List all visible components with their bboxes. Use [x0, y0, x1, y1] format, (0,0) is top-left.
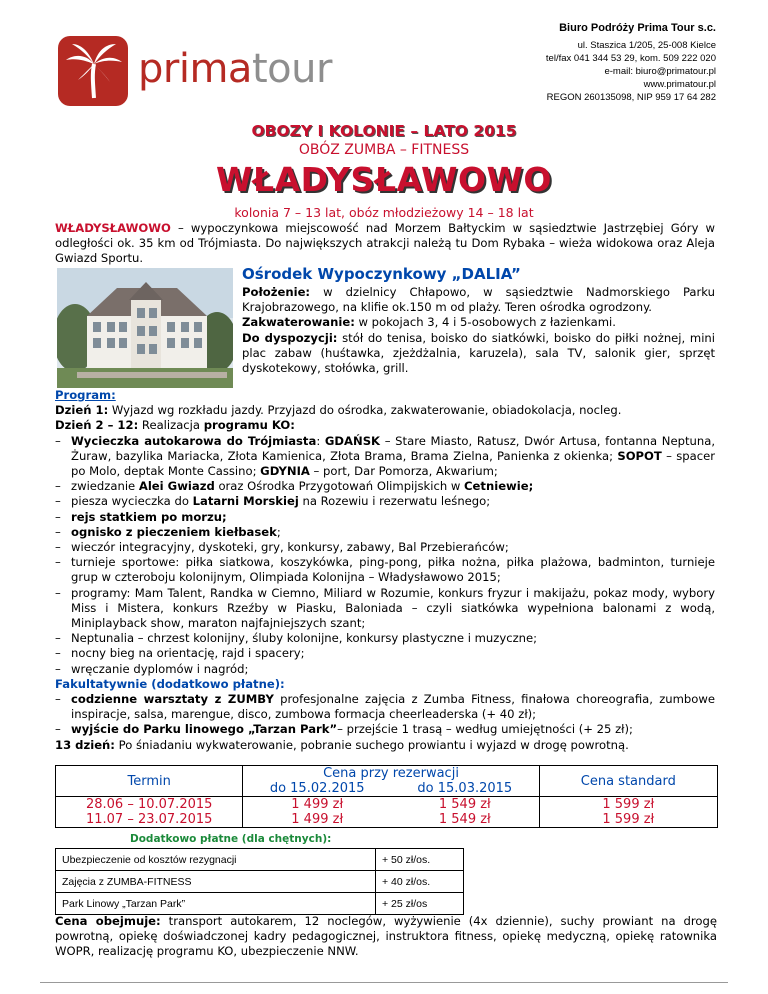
- offer-subtitle: OBÓZ ZUMBA – FITNESS: [298, 142, 470, 158]
- program-day-2-12: [55, 418, 715, 433]
- item-text: wręczanie dyplomów i nagród;: [71, 661, 249, 676]
- item-bold: wyjście do Parku linowego „Tarzan Park”: [71, 722, 338, 737]
- reservation-date-1: do 15.02.2015: [243, 781, 391, 797]
- list-item: – Wycieczka autokarowa do Trójmiasta: GDAŃSK – Stare Miasto, Ratusz, Dwór Artusa, fontanna Neptuna, Żuraw, bazylika Mariacka, Złota Kamienica, Złota Brama, Brama Zielna, Panienka z okienka; SOPOT – spacer po Molo, deptak Monte Cassino; GDYNIA – port, Dar Pomorza, Akwarium;: [55, 434, 715, 480]
- reservation-price-header: Cena przy rezerwacji: [243, 766, 539, 782]
- item-bold: Cetniewie;: [464, 479, 534, 494]
- list-item: [55, 494, 715, 509]
- destination-text: – wypoczynkowa miejscowość nad Morzem Bałtyckim w sąsiedztwie Jastrzębiej Góry w odległości ok. 35 km od Trójmiasta. Do największych atrakcji należą tu Dom Rybaka – wieża widokowa oraz Aleja Gwiazd Sportu.: [55, 221, 715, 266]
- list-item: [55, 479, 715, 494]
- hotel-location-label: Położenie:: [242, 285, 311, 299]
- optional-label: Fakultatywnie (dodatkowo płatne):: [55, 676, 285, 691]
- day-13-label: 13 dzień:: [55, 737, 115, 752]
- item-bold: Latarni Morskiej: [192, 494, 299, 509]
- trip-label: Wycieczka autokarowa do Trójmiasta: [71, 433, 317, 448]
- item-text: zwiedzanie: [71, 479, 139, 494]
- list-item: [55, 692, 715, 722]
- hotel-facilities: [242, 331, 715, 377]
- list-item: [55, 510, 715, 525]
- program-day-13: [55, 738, 715, 753]
- day-13-text: Po śniadaniu wykwaterowanie, pobranie suchego prowiantu i wyjazd w drogę powrotną.: [114, 737, 629, 752]
- company-phone: tel/fax 041 344 53 29, kom. 509 222 020: [545, 53, 716, 64]
- item-bold: ognisko z pieczeniem kiełbasek: [71, 524, 277, 539]
- offer-title: OBOZY I KOLONIE – LATO 2015: [251, 122, 517, 140]
- price-cell: 1 599 zł: [539, 812, 717, 828]
- company-address: ul. Staszica 1/205, 25-008 Kielce: [577, 40, 716, 51]
- table-row: [56, 797, 718, 813]
- program-label: Program:: [55, 388, 116, 402]
- company-regon: REGON 260135098, NIP 959 17 64 282: [546, 92, 716, 103]
- extra-name: Zajęcia z ZUMBA-FITNESS: [56, 871, 376, 893]
- palm-tree-icon: [58, 36, 128, 106]
- trip-gdynia: GDYNIA: [260, 464, 310, 479]
- price-table: [55, 765, 718, 828]
- company-info: [416, 20, 716, 104]
- extra-price: + 50 zł/os.: [376, 849, 464, 871]
- price-includes: [55, 914, 717, 960]
- table-row: [56, 871, 464, 893]
- price-includes-label: Cena obejmuje:: [55, 914, 161, 928]
- item-text: nocny bieg na orientację, rajd i spacery;: [71, 646, 305, 661]
- item-bold: codzienne warsztaty z ZUMBY: [71, 692, 274, 707]
- table-row: [56, 849, 464, 871]
- program-day-1: [55, 403, 715, 418]
- hotel-title: Ośrodek Wypoczynkowy „DALIA”: [242, 265, 521, 283]
- logo-part-tour: tour: [251, 46, 332, 92]
- trip-sopot-text: – spacer po Molo, deptak Monte Cassino;: [71, 448, 715, 479]
- item-text: ;: [276, 524, 281, 539]
- item-text: profesjonalne zajęcia z Zumba Fitness, finałowa choreografia, zumbowe inspiracje, salsa, marengue, disco, zumbowa formacja cheerleaderska (+ 40 zł);: [71, 692, 715, 722]
- price-cell: 1 499 zł: [243, 812, 391, 828]
- hotel-facilities-text: stół do tenisa, boisko do siatkówki, boisko do piłki nożnej, mini plac zabaw (huśtawka, zjeżdżalnia, karuzela), sala TV, salonik gier, sprzęt dyskotekowy, stołówka, grill.: [242, 330, 715, 376]
- extras-label: Dodatkowo płatne (dla chętnych):: [130, 833, 332, 845]
- reservation-date-2: do 15.03.2015: [391, 781, 539, 797]
- program-section: [55, 388, 715, 753]
- list-item: [55, 662, 715, 677]
- logo-wordmark: [138, 46, 332, 92]
- program-ko-label: programu KO:: [203, 418, 295, 433]
- extra-name: Park Linowy „Tarzan Park”: [56, 893, 376, 915]
- list-item: [55, 722, 715, 737]
- trip-sopot: SOPOT: [617, 448, 662, 463]
- item-text: programy: Mam Talent, Randka w Ciemno, Miliard w Rozumie, konkurs fryzur i makijażu, pokaz mody, wybory Miss i Mistera, konkurs Rzeźby w Piasku, Baloniada – czyli siatkówka wypełniona balonami z wodą, Miniplayback show, maraton najfajniejszych szant;: [71, 585, 715, 631]
- list-item: [55, 525, 715, 540]
- table-row: [56, 812, 718, 828]
- list-item: [55, 631, 715, 646]
- item-text: – przejście 1 trasą – według umiejętności (+ 25 zł);: [337, 722, 633, 737]
- extra-name: Ubezpieczenie od kosztów rezygnacji: [56, 849, 376, 871]
- hotel-accommodation-text: w pokojach 3, 4 i 5-osobowych z łazienkami.: [354, 315, 616, 330]
- table-row: [56, 766, 718, 782]
- list-item: [55, 586, 715, 632]
- list-item: [55, 555, 715, 585]
- item-text: oraz Ośrodka Przygotowań Olimpijskich w: [214, 479, 465, 494]
- price-cell: 1 499 zł: [243, 797, 391, 813]
- primatour-logo: [58, 36, 358, 106]
- day-2-12-label: Dzień 2 – 12:: [55, 418, 139, 433]
- trip-gdansk: GDAŃSK: [324, 433, 381, 448]
- price-cell: 1 599 zł: [539, 797, 717, 813]
- hotel-accommodation-label: Zakwaterowanie:: [242, 315, 355, 330]
- hotel-location: [242, 285, 715, 315]
- company-website: www.primatour.pl: [643, 79, 716, 90]
- day-1-label: Dzień 1:: [55, 403, 109, 418]
- company-name: Biuro Podróży Prima Tour s.c.: [559, 22, 716, 34]
- extras-table: [55, 848, 464, 915]
- item-bold: rejs statkiem po morzu;: [71, 509, 227, 524]
- day-2-12-text: Realizacja: [138, 418, 204, 433]
- item-text: na Rozewiu i rezerwatu leśnego;: [298, 494, 491, 509]
- destination-title: WŁADYSŁAWOWO: [216, 160, 552, 199]
- item-text: piesza wycieczka do: [71, 494, 193, 509]
- list-item: [55, 646, 715, 661]
- logo-part-prima: prima: [138, 46, 252, 92]
- hotel-facilities-label: Do dyspozycji:: [242, 330, 338, 345]
- footer-divider: [40, 982, 728, 983]
- standard-price-header: Cena standard: [539, 766, 717, 797]
- age-groups: kolonia 7 – 13 lat, obóz młodzieżowy 14 – 18 lat: [234, 205, 534, 220]
- term-cell: 11.07 – 23.07.2015: [56, 812, 243, 828]
- list-item: [55, 540, 715, 555]
- hotel-description: [242, 285, 715, 376]
- table-row: [56, 893, 464, 915]
- extra-price: + 40 zł/os.: [376, 871, 464, 893]
- item-text: turnieje sportowe: piłka siatkowa, koszykówka, ping-pong, piłka nożna, piłka plażowa, badminton, turnieje grup w czteroboju kolonijnym, Olimpiada Kolonijna – Władysławowo 2015;: [71, 555, 715, 585]
- price-cell: 1 549 zł: [391, 797, 539, 813]
- hotel-photo: [57, 268, 233, 388]
- hotel-accommodation: [242, 315, 715, 330]
- extra-price: + 25 zł/os: [376, 893, 464, 915]
- term-header: Termin: [56, 766, 243, 797]
- trip-gdansk-text: – Stare Miasto, Ratusz, Dwór Artusa, fontanna Neptuna, Żuraw, bazylika Mariacka, Złota Kamienica, Złota Brama, Brama Zielna, Panienka z okienka;: [71, 433, 715, 463]
- optional-list: [55, 692, 715, 738]
- item-text: Neptunalia – chrzest kolonijny, śluby kolonijne, konkursy plastyczne i muzyczne;: [71, 631, 538, 646]
- price-cell: 1 549 zł: [391, 812, 539, 828]
- term-cell: 28.06 – 10.07.2015: [56, 797, 243, 813]
- trip-gdynia-text: – port, Dar Pomorza, Akwarium;: [309, 464, 498, 479]
- item-bold: Alei Gwiazd: [138, 479, 215, 494]
- item-text: wieczór integracyjny, dyskoteki, gry, konkursy, zabawy, Bal Przebierańców;: [71, 540, 509, 555]
- destination-name: WŁADYSŁAWOWO: [55, 221, 171, 235]
- hotel-location-text: w dzielnicy Chłapowo, w sąsiedztwie Nadmorskiego Parku Krajobrazowego, na klifie ok.150 m od plaży. Teren ośrodka ogrodzony.: [242, 285, 715, 315]
- program-list: [55, 434, 715, 677]
- day-1-text: Wyjazd wg rozkładu jazdy. Przyjazd do ośrodka, zakwaterowanie, obiadokolacja, nocleg.: [108, 403, 622, 418]
- company-email: e-mail: biuro@primatour.pl: [604, 66, 716, 77]
- destination-description: [55, 221, 715, 267]
- price-includes-text: transport autokarem, 12 noclegów, wyżywienie (4x dziennie), suchy prowiant na drogę powrotną, opiekę doświadczonej kadry pedagogicznej, instruktora fitness, opiekę medyczną, opiekę ratownika WOPR, realizację programu KO, ubezpieczenie NNW.: [55, 914, 717, 959]
